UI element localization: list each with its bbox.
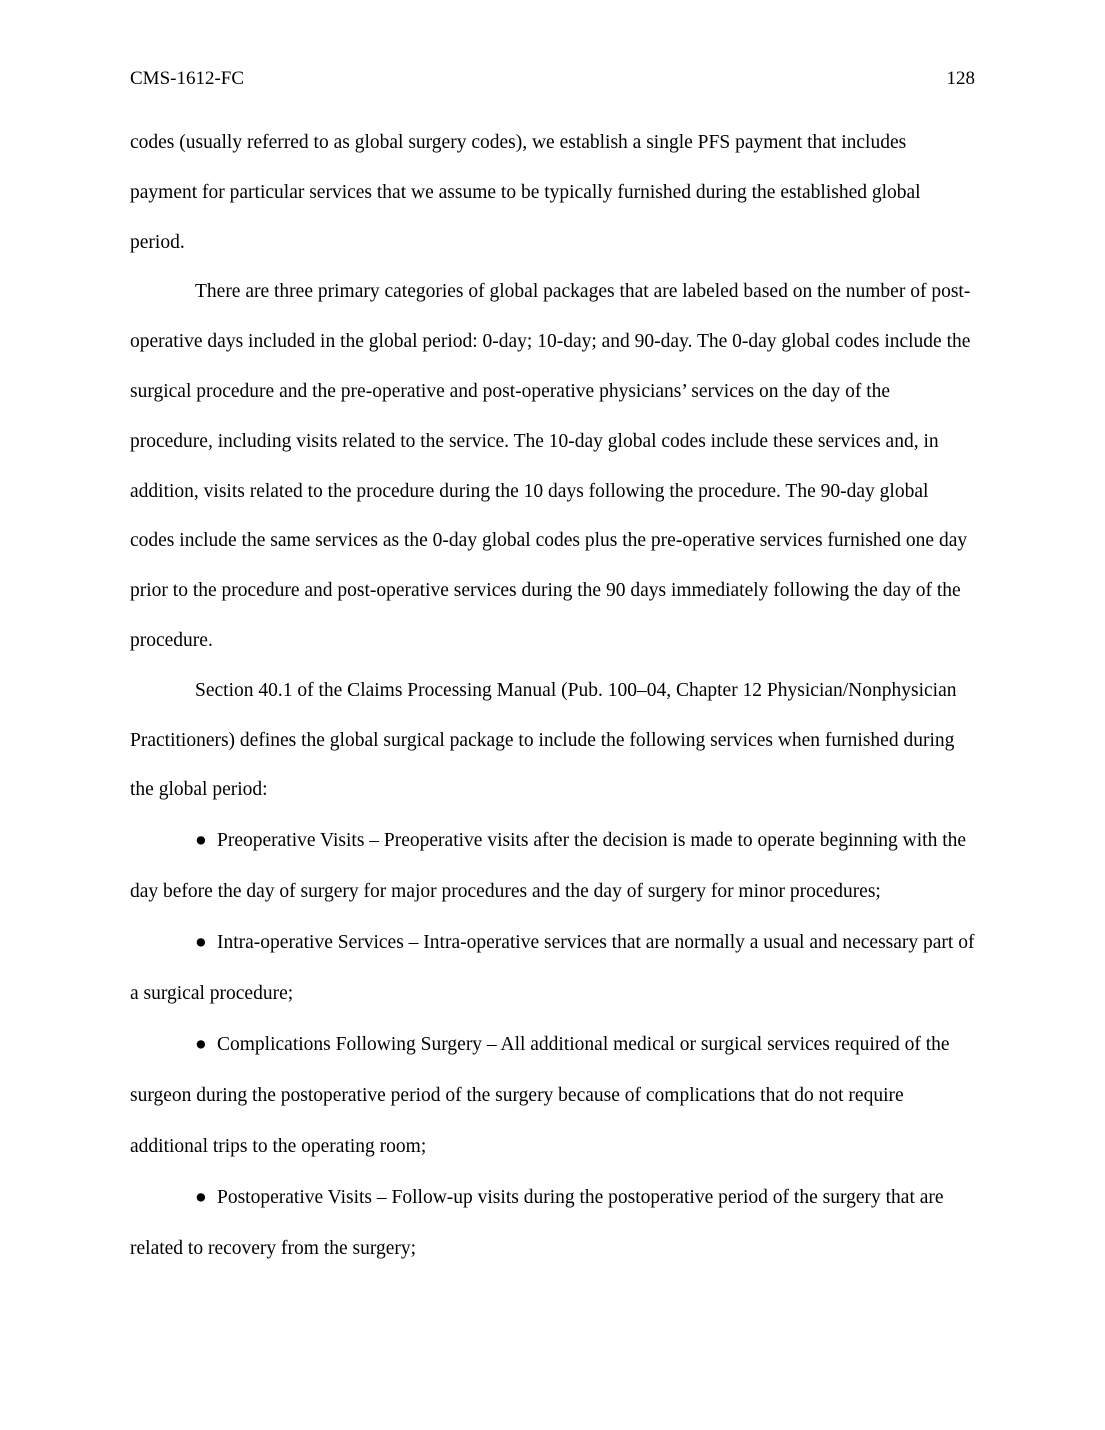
bullet-icon: ● bbox=[195, 1034, 207, 1056]
page-number: 128 bbox=[946, 68, 975, 89]
list-item bbox=[130, 1172, 975, 1274]
list-item bbox=[130, 815, 975, 917]
bullet-icon: ● bbox=[195, 1187, 207, 1209]
page-header bbox=[130, 66, 975, 92]
list-item-text: Intra-operative Services – Intra-operative services that are normally a usual and necessary part of a surgical procedure; bbox=[130, 932, 975, 1005]
document-body bbox=[130, 118, 975, 1274]
paragraph-global-categories: There are three primary categories of global packages that are labeled based on the number of post-operative days included in the global period: 0-day; 10-day; and 90-day. The 0-day global codes include the surgical procedure and the pre-operative and post-operative physicians’ services on the day of the procedure, including visits related to the service. The 10-day global codes include these services and, in addition, visits related to the procedure during the 10 days following the procedure. The 90-day global codes include the same services as the 0-day global codes plus the pre-operative services furnished one day prior to the procedure and post-operative services during the 90 days immediately following the day of the procedure. bbox=[130, 281, 971, 651]
paragraph-global-codes: codes (usually referred to as global surgery codes), we establish a single PFS payment that includes payment for particular services that we assume to be typically furnished during the established global period. bbox=[130, 132, 921, 253]
list-item-text: Preoperative Visits – Preoperative visits after the decision is made to operate beginning with the day before the day of surgery for major procedures and the day of surgery for minor procedures; bbox=[130, 830, 967, 903]
list-item-text: Postoperative Visits – Follow-up visits during the postoperative period of the surgery that are related to recovery from the surgery; bbox=[130, 1187, 944, 1260]
list-item-text: Complications Following Surgery – All additional medical or surgical services required of the surgeon during the postoperative period of the surgery because of complications that do not require additional trips to the operating room; bbox=[130, 1034, 950, 1158]
bullet-icon: ● bbox=[195, 932, 207, 954]
document-id: CMS-1612-FC bbox=[130, 68, 245, 89]
bullet-icon: ● bbox=[195, 830, 207, 852]
paragraph-claims-manual: Section 40.1 of the Claims Processing Manual (Pub. 100–04, Chapter 12 Physician/Nonphysician Practitioners) defines the global surgical package to include the following services when furnished during the global period: bbox=[130, 679, 957, 801]
list-item bbox=[130, 1019, 975, 1172]
list-item bbox=[130, 917, 975, 1019]
